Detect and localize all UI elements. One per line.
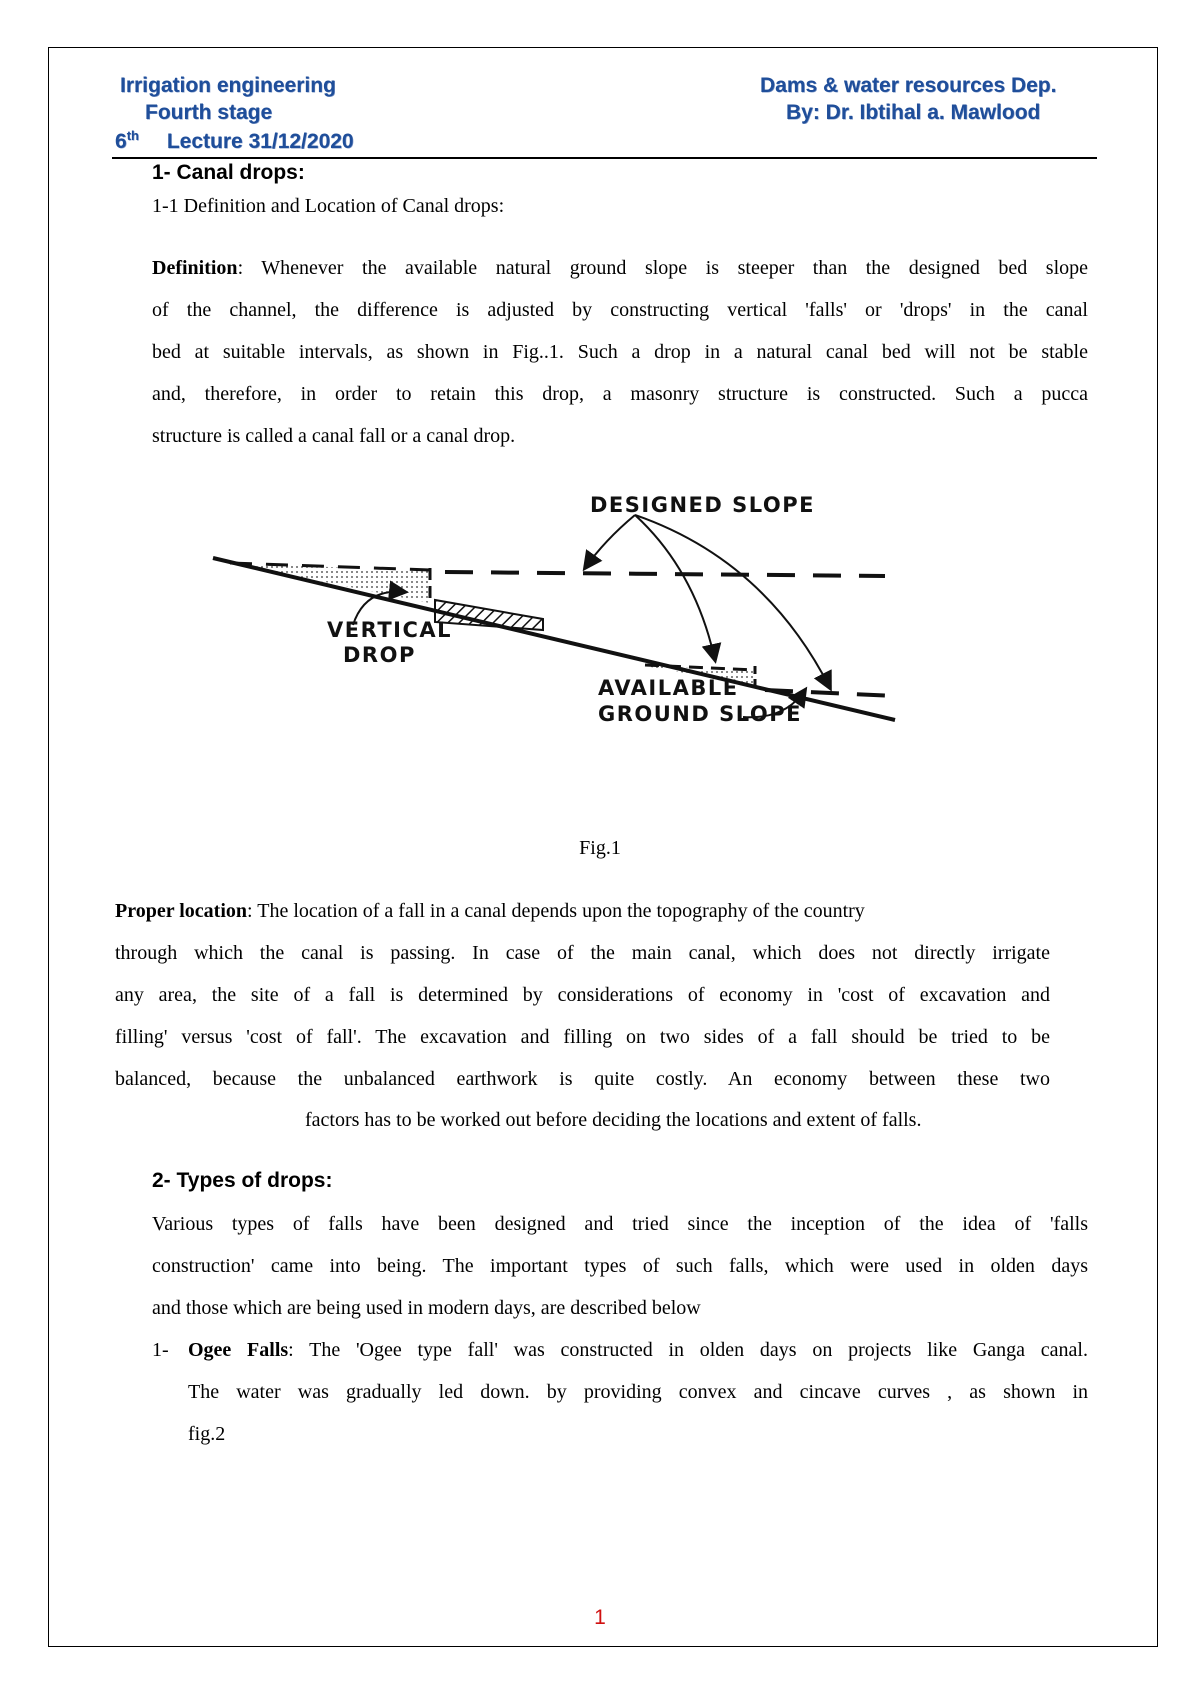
definition-label: Definition: [152, 257, 238, 279]
page-number: 1: [594, 1606, 606, 1629]
arrow-designed-slope-2: [635, 515, 715, 660]
header-lecture: [115, 128, 354, 154]
definition-line-1: Definition: Whenever the available natural ground slope is steeper than the designed bed slope: [152, 257, 1088, 279]
location-line-4: filling' versus 'cost of fall'. The excavation and filling on two sides of a fall should be tried to be: [115, 1026, 1050, 1048]
ogee-item-number: 1-: [152, 1339, 169, 1361]
location-label: Proper location: [115, 900, 248, 922]
header-author: By: Dr. Ibtihal a. Mawlood: [786, 101, 1041, 124]
header-course-title: Irrigation engineering: [120, 74, 336, 97]
definition-line-2: of the channel, the difference is adjusted by constructing vertical 'falls' or 'drops' in the canal: [152, 299, 1088, 321]
section1-subheading: 1-1 Definition and Location of Canal drops:: [152, 195, 505, 217]
section2-line-1: Various types of falls have been designed and tried since the inception of the idea of 'falls: [152, 1213, 1088, 1235]
designed-slope-middle: [445, 572, 885, 576]
location-line-5: balanced, because the unbalanced earthwork is quite costly. An economy between these two: [115, 1068, 1050, 1090]
ogee-label: Ogee Falls: [188, 1339, 289, 1361]
label-designed-slope: DESIGNED SLOPE: [590, 493, 815, 517]
section2-line-3: and those which are being used in modern days, are described below: [152, 1297, 701, 1319]
figure-1-caption: Fig.1: [579, 837, 621, 859]
ogee-line-2: The water was gradually led down. by providing convex and cincave curves , as shown in: [188, 1381, 1088, 1403]
ogee-line-3: fig.2: [188, 1423, 226, 1445]
lecture-ordinal: th: [126, 128, 139, 143]
definition-line-5: structure is called a canal fall or a canal drop.: [152, 425, 516, 447]
definition-line-3: bed at suitable intervals, as shown in Fig..1. Such a drop in a natural canal bed will not be stable: [152, 341, 1088, 363]
header-stage: Fourth stage: [145, 101, 273, 124]
ogee-line-1: Ogee Falls: The 'Ogee type fall' was constructed in olden days on projects like Ganga canal.: [188, 1339, 1088, 1361]
label-ground-slope: GROUND SLOPE: [598, 702, 802, 726]
label-drop: DROP: [343, 643, 416, 667]
arrow-designed-slope-3: [635, 515, 830, 688]
location-line-2: through which the canal is passing. In case of the main canal, which does not directly irrigate: [115, 942, 1050, 964]
section1-heading: 1- Canal drops:: [152, 161, 305, 184]
location-line-1: Proper location: The location of a fall in a canal depends upon the topography of the country: [115, 900, 865, 922]
location-line-3: any area, the site of a fall is determined by considerations of economy in 'cost of excavation and: [115, 984, 1050, 1006]
figure-1-canal-drop-diagram: [205, 480, 995, 790]
ground-slope-line: [213, 558, 895, 720]
label-available: AVAILABLE: [598, 676, 739, 700]
header-divider: [112, 157, 1097, 159]
label-vertical: VERTICAL: [327, 618, 453, 642]
definition-line-4: and, therefore, in order to retain this drop, a masonry structure is constructed. Such a pucca: [152, 383, 1088, 405]
location-line-6: factors has to be worked out before deciding the locations and extent of falls.: [305, 1109, 922, 1131]
header-department: Dams & water resources Dep.: [760, 74, 1057, 97]
arrow-designed-slope-1: [585, 515, 635, 568]
lecture-number: 6: [115, 130, 127, 153]
section2-heading: 2- Types of drops:: [152, 1169, 333, 1192]
section2-line-2: construction' came into being. The important types of such falls, which were used in olden days: [152, 1255, 1088, 1277]
lecture-date: Lecture 31/12/2020: [166, 130, 354, 153]
